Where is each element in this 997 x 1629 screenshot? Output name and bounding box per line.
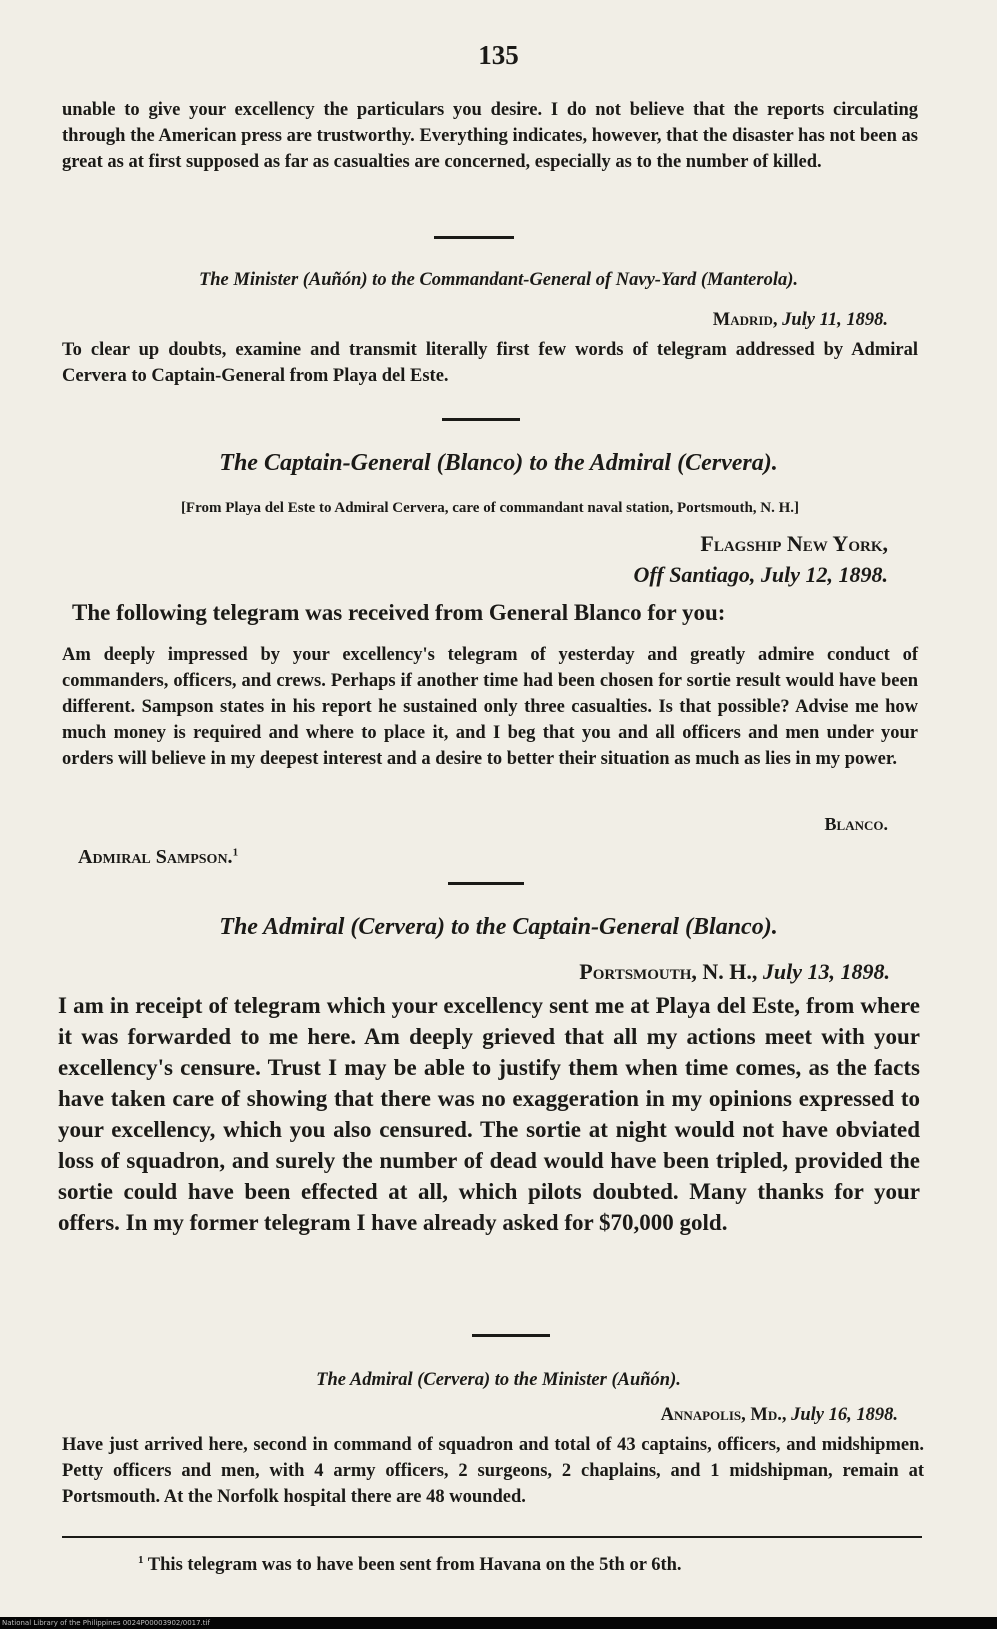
section2-routing-note: [From Playa del Este to Admiral Cervera, care of commandant naval station, Portsmouth, N. H.]	[180, 500, 800, 516]
section-divider	[434, 236, 514, 239]
footnote-reference: 1	[232, 846, 239, 859]
section2-heading: The Captain-General (Blanco) to the Admiral (Cervera).	[219, 450, 778, 476]
section1-body: To clear up doubts, examine and transmit literally first few words of telegram addressed by Admiral Cervera to Captain-General from Playa del Este.	[62, 340, 918, 386]
section1-heading: The Minister (Auñón) to the Commandant-General of Navy-Yard (Manterola).	[198, 270, 799, 290]
section1-dateline-place: Madrid,	[712, 310, 778, 330]
section3-dateline-date: July 13, 1898.	[762, 959, 890, 984]
section1-dateline-date: July 11, 1898.	[782, 310, 888, 330]
section2-signature: Blanco.	[824, 814, 888, 834]
section-divider	[442, 418, 520, 421]
section3-heading: The Admiral (Cervera) to the Captain-General (Blanco).	[219, 914, 778, 940]
section2-signoff-text: Admiral Sampson.	[78, 846, 233, 868]
section2-dateline-date: Off Santiago, July 12, 1898.	[633, 562, 888, 587]
section4-dateline-place: Annapolis, Md.,	[660, 1405, 787, 1425]
footnote-rule	[62, 1536, 922, 1538]
section-divider	[448, 882, 524, 885]
section2-telegram-body: Am deeply impressed by your excellency's telegram of yesterday and greatly admire conduct of commanders, officers, and crews. Perhaps if another time had been chosen for sortie result would have been different. Sampson states in his report he sustained only three casualties. Is that possible? Advise me how much money is required and where to place it, and I beg that you and all officers and men under your orders will believe in my deepest interest and a desire to better their situation as much as lies in my power.	[62, 645, 918, 769]
section4-heading: The Admiral (Cervera) to the Minister (Auñón).	[316, 1370, 681, 1390]
section4-dateline	[62, 1402, 898, 1428]
section3-dateline-place: Portsmouth, N. H.,	[579, 959, 758, 984]
section4-dateline-date: July 16, 1898.	[791, 1405, 898, 1425]
section2-dateline-place	[62, 531, 888, 557]
footnote-text: This telegram was to have been sent from Havana on the 5th or 6th.	[147, 1555, 682, 1576]
section2-intro: The following telegram was received from General Blanco for you:	[72, 600, 726, 625]
section1-dateline	[62, 307, 888, 333]
opening-paragraph: unable to give your excellency the particulars you desire. I do not believe that the reports circulating through the American press are trustworthy. Everything indicates, however, that the disaster has not been as great as at first supposed as far as casualties are concerned, especially as to the number of killed.	[62, 100, 918, 172]
scan-footer: National Library of the Philippines 0024P00003902/0017.tif	[0, 1617, 997, 1629]
section2-signoff	[78, 846, 238, 869]
section3-body: I am in receipt of telegram which your excellency sent me at Playa del Este, from where it was forwarded to me here. Am deeply grieved that all my actions meet with your excellency's censure. Trust I may be able to justify them when time comes, as the facts have taken care of showing that there was no exaggeration in my opinions expressed to your excellency, which you also censured. The sortie at night would not have obviated loss of squadron, and surely the number of dead would have been tripled, provided the sortie could have been effected at all, which pilots doubted. Many thanks for your offers. In my former telegram I have already asked for $70,000 gold.	[58, 993, 920, 1235]
page-number: 135	[478, 40, 519, 70]
section-divider	[472, 1334, 550, 1337]
footnote	[138, 1554, 682, 1576]
footnote-marker: 1	[138, 1554, 144, 1566]
section4-body: Have just arrived here, second in command of squadron and total of 43 captains, officers, and midshipmen. Petty officers and men, with 4 army officers, 2 surgeons, 2 chaplains, and 1 midshipman, remain at Portsmouth. At the Norfolk hospital there are 48 wounded.	[62, 1435, 924, 1507]
section2-dateline-place-text: Flagship New York,	[700, 531, 888, 556]
section3-dateline	[62, 959, 890, 985]
